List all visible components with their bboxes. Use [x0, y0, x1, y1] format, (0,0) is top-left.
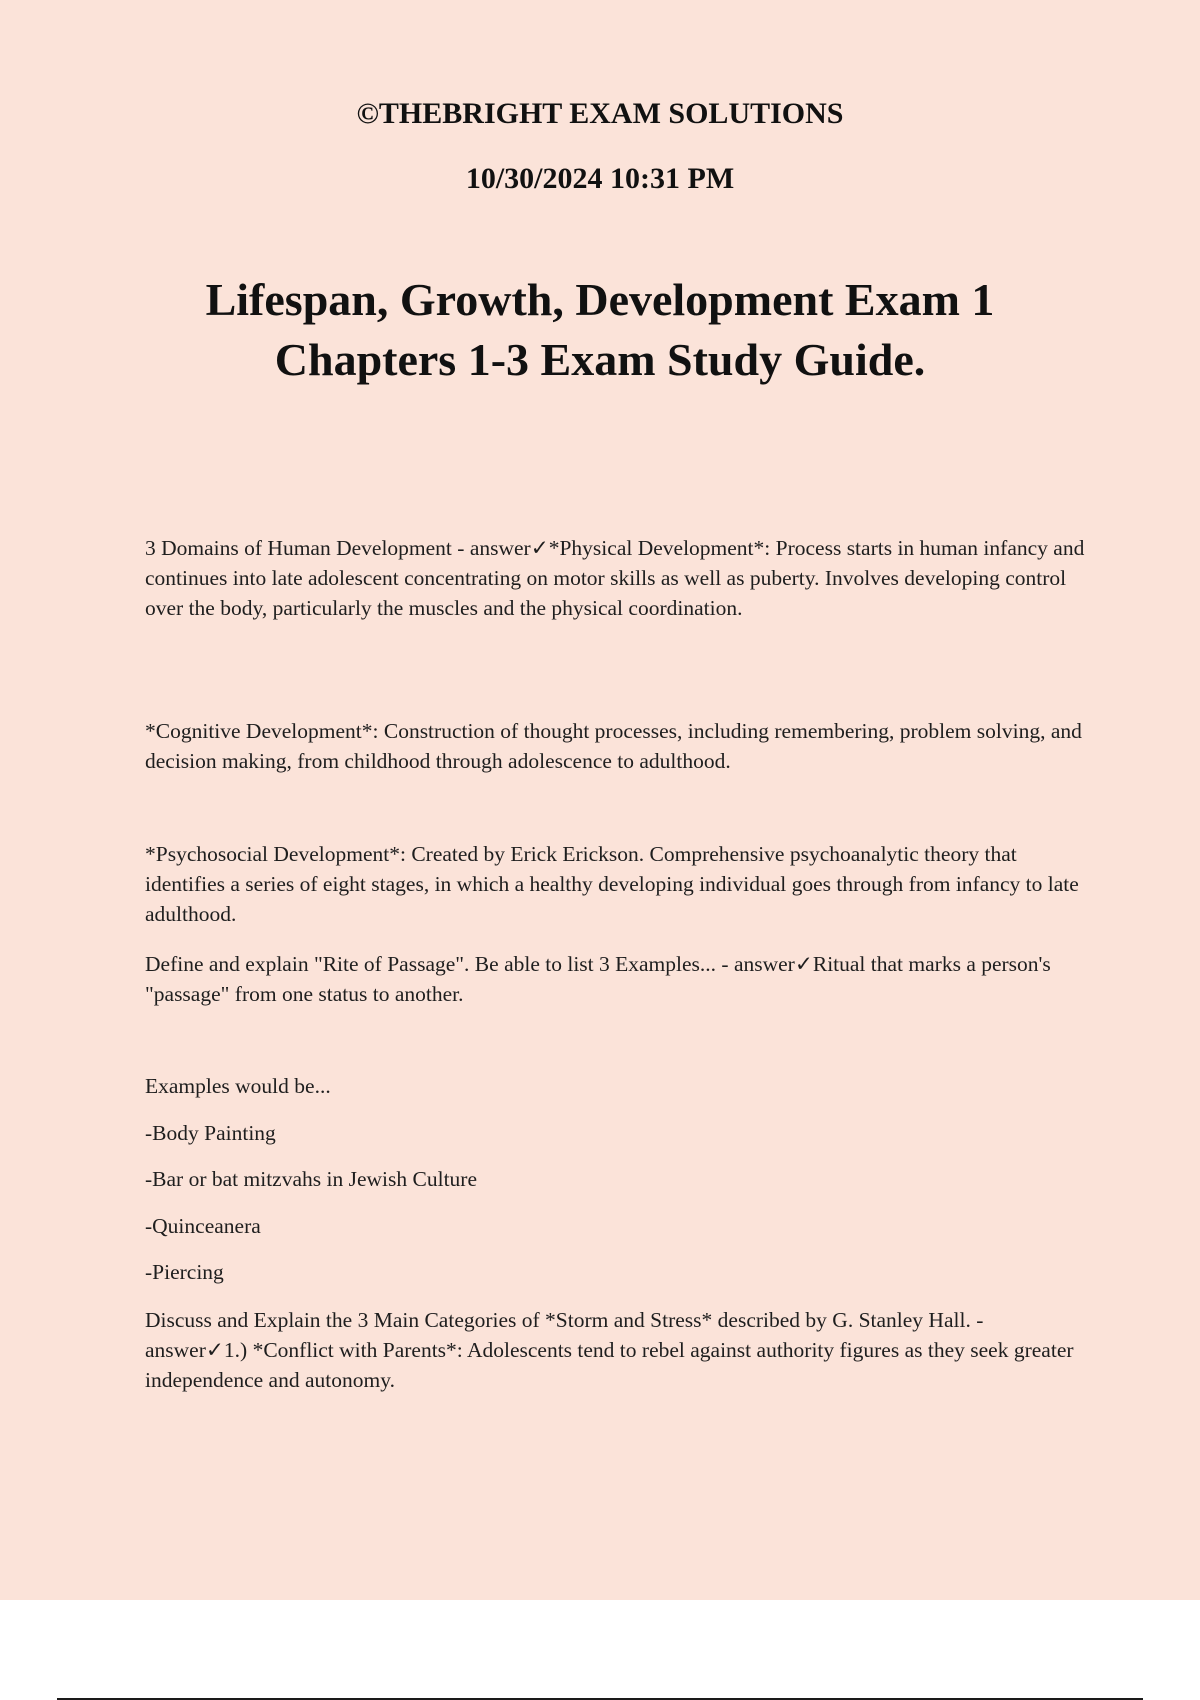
title-line-1: Lifespan, Growth, Development Exam 1 [205, 274, 995, 325]
title-line-2: Chapters 1-3 Exam Study Guide. [274, 334, 926, 385]
document-title [0, 270, 1200, 390]
document-timestamp: 10/30/2024 10:31 PM [465, 162, 735, 195]
example-item: -Piercing [145, 1260, 224, 1284]
question-domains: 3 Domains of Human Development - answer✓*Physical Development*: Process starts in human infancy and continues into late adolescent concentrating on motor skills as well as puberty. Involves developing control over the body, particularly the muscles and the physical coordination. [145, 536, 1085, 620]
example-item: -Bar or bat mitzvahs in Jewish Culture [145, 1167, 477, 1191]
question-storm-and-stress: Discuss and Explain the 3 Main Categories of *Storm and Stress* described by G. Stanley Hall. - answer✓1.) *Conflict with Parents*: Adolescents tend to rebel against authority figures as they seek greater independence and autonomy. [145, 1308, 1074, 1392]
examples-intro: Examples would be... [145, 1074, 331, 1098]
question-rite-of-passage: Define and explain "Rite of Passage". Be able to list 3 Examples... - answer✓Ritual that marks a person's "passage" from one status to another. [145, 952, 1051, 1006]
example-item: -Quinceanera [145, 1214, 261, 1238]
example-item: -Body Painting [145, 1121, 276, 1145]
brand-header: ©THEBRIGHT EXAM SOLUTIONS [356, 97, 844, 130]
psychosocial-development: *Psychosocial Development*: Created by Erick Erickson. Comprehensive psychoanalytic theory that identifies a series of eight stages, in which a healthy developing individual goes through from infancy to late adulthood. [145, 842, 1079, 926]
cognitive-development: *Cognitive Development*: Construction of thought processes, including remembering, problem solving, and decision making, from childhood through adolescence to adulthood. [145, 719, 1082, 773]
